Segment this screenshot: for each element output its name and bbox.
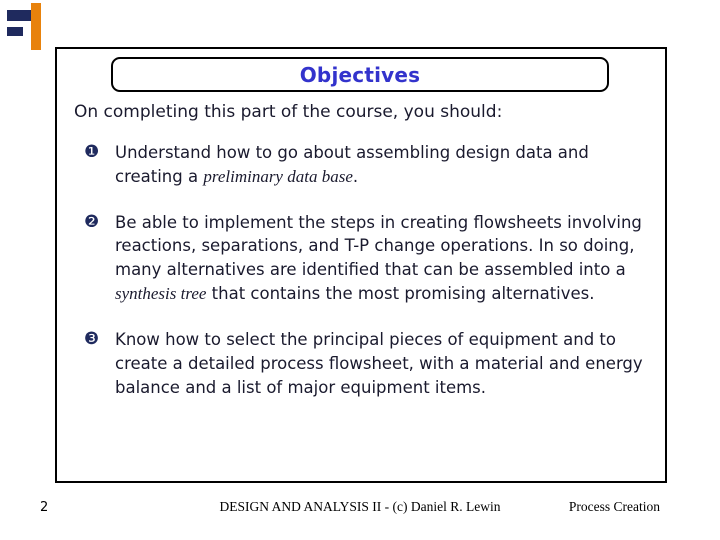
corner-decoration-navy-bar-bottom [7,27,23,36]
page-number: 2 [40,500,49,515]
bullet-item [84,328,646,400]
bullet-text [115,211,646,307]
footer-section-title: Process Creation [568,499,660,514]
numbered-bullet-icon: ❶ [84,142,100,162]
bullet-text-segment: . [352,166,359,186]
bullet-text-segment: that contains the most promising alternatives. [206,284,595,304]
slide-title-box [111,57,609,92]
bullet-text-segment: Know how to select the principal pieces of equipment and to create a detailed process flowsheet, with a material and energy balance and a list of major equipment items. [115,329,643,397]
bullet-text [115,328,646,400]
bullet-text [115,141,646,190]
numbered-bullet-icon: ❸ [84,328,100,349]
slide-intro-text: On completing this part of the course, you should: [74,102,503,122]
footer-course-title: DESIGN AND ANALYSIS II - (c) Daniel R. Lewin [219,499,501,514]
bullet-item [84,141,646,190]
bullet-list [84,141,646,421]
emphasized-term: preliminary data base [203,166,353,186]
slide-title: Objectives [299,62,421,87]
bullet-text-segment: Understand how to go about assembling design data and creating a [115,143,589,186]
corner-decoration-orange-bar [31,3,41,50]
corner-decoration-navy-bar-top [7,10,31,21]
bullet-text-segment: Be able to implement the steps in creating flowsheets involving reactions, separations, and T-P change operations. In so doing, many alternatives are identified that can be assembled into a [115,212,642,280]
emphasized-term: synthesis tree [115,284,207,304]
numbered-bullet-icon: ❷ [84,211,100,232]
bullet-item [84,211,646,307]
